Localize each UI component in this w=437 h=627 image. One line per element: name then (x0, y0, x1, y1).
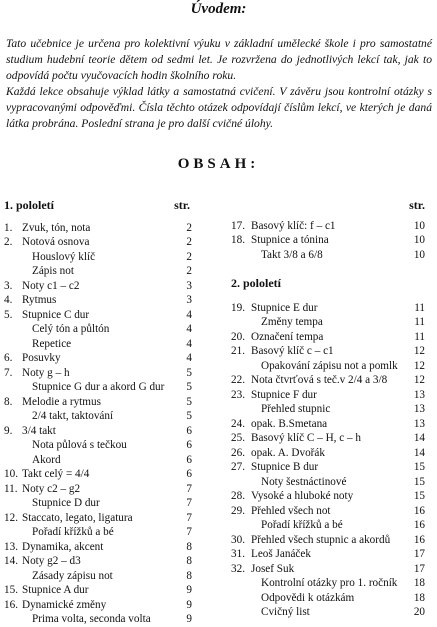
entry-title: Stupnice C dur (22, 308, 90, 321)
entry-title: Posuvky (22, 352, 61, 364)
entry-title: Notová osnova (22, 236, 90, 248)
entry-number: 24. (231, 417, 245, 430)
entry-page: 8 (186, 555, 192, 567)
entry-page: 12 (413, 345, 425, 357)
contents-entry (231, 373, 425, 388)
entry-number: 27. (231, 461, 245, 473)
entry-title: 3/4 takt (22, 424, 56, 437)
contents-entry (231, 219, 425, 234)
entry-page: 3 (186, 279, 192, 292)
entry-title: Basový klíč: f – c1 (251, 219, 336, 232)
entry-page: 8 (186, 540, 192, 553)
contents-entry (231, 233, 425, 248)
entry-page: 5 (186, 366, 192, 379)
entry-number: 25. (231, 432, 245, 444)
contents-entry (231, 460, 425, 475)
contents-entry (4, 554, 192, 569)
contents-entry (231, 591, 425, 606)
contents-left-column (4, 198, 192, 627)
entry-page: 5 (186, 410, 192, 422)
contents-heading: OBSAH: (177, 156, 260, 172)
entry-title: Noty c1 – c2 (22, 279, 80, 292)
entry-page: 15 (413, 461, 425, 473)
contents-entry (4, 351, 192, 366)
contents-list (231, 301, 425, 620)
entry-page: 7 (186, 497, 192, 509)
entry-title: Takt celý = 4/4 (22, 468, 90, 480)
entry-title: Dynamika, akcent (22, 540, 104, 553)
entry-number: 8. (4, 395, 13, 408)
entry-title: Noty šestnáctinové (261, 475, 347, 488)
contents-entry (231, 547, 425, 562)
contents-list (4, 221, 192, 627)
entry-title: Dynamické změny (22, 598, 107, 611)
entry-title: Stupnice G dur a akord G dur (32, 381, 165, 393)
contents-entry (231, 533, 425, 548)
entry-title: Vysoké a hluboké noty (251, 490, 354, 502)
contents-entry (4, 293, 192, 308)
entry-number: 3. (4, 279, 13, 292)
semester-header (4, 198, 192, 213)
contents-entry (4, 612, 192, 627)
entry-page: 4 (186, 308, 192, 321)
entry-number: 16. (4, 598, 18, 611)
entry-title: Zápis not (32, 265, 74, 277)
contents-entry (4, 322, 192, 337)
contents-entry (4, 525, 192, 540)
entry-title: Noty g2 – d3 (22, 555, 81, 567)
contents-entry (231, 489, 425, 504)
entry-page: 2 (186, 221, 192, 234)
page-column-header-row (231, 198, 425, 213)
entry-title: Stupnice B dur (251, 461, 319, 473)
entry-title: Přehled všech not (251, 504, 331, 517)
entry-page: 9 (186, 584, 192, 596)
entry-number: 13. (4, 540, 18, 553)
page-column-header: str. (174, 198, 190, 212)
contents-entry (4, 569, 192, 584)
entry-title: Zvuk, tón, nota (22, 221, 91, 234)
entry-page: 13 (413, 417, 425, 430)
contents-entry (4, 221, 192, 236)
entry-page: 13 (413, 403, 425, 415)
entry-title: Celý tón a půltón (32, 323, 110, 335)
entry-page: 6 (186, 468, 192, 480)
entry-title: Přehled stupnic (261, 403, 331, 415)
entry-number: 1. (4, 221, 13, 234)
entry-title: opak. B.Smetana (251, 417, 328, 430)
entry-title: Takt 3/8 a 6/8 (261, 248, 323, 261)
contents-entry (231, 562, 425, 577)
contents-entry (231, 315, 425, 330)
entry-number: 9. (4, 424, 13, 437)
contents-entry (231, 605, 425, 620)
entry-number: 2. (4, 236, 13, 248)
entry-title: Zásady zápisu not (32, 569, 113, 582)
entry-title: Repetice (32, 337, 72, 350)
contents-entry (4, 583, 192, 598)
entry-number: 20. (231, 330, 245, 343)
entry-page: 2 (186, 265, 192, 277)
entry-title: Leoš Janáček (251, 548, 311, 560)
entry-title: Josef Suk (251, 562, 295, 575)
entry-number: 26. (231, 446, 245, 459)
contents-entry (231, 431, 425, 446)
entry-page: 4 (186, 352, 192, 364)
entry-page: 14 (413, 432, 425, 444)
intro-paragraph: Každá lekce obsahuje výklad látky a samostatná cvičení. V závěru jsou kontrolní otázky s vypracovanými odpověďmi. Čísla těchto otázek odpovídají číslům lekcí, ve kterých je daná látka probrána. Poslední strana je pro další cvičné úlohy. (6, 85, 432, 130)
entry-page: 6 (186, 453, 192, 466)
entry-page: 15 (413, 490, 425, 502)
entry-title: Noty g – h (22, 366, 70, 379)
contents-entry (4, 235, 192, 250)
intro-paragraph: Tato učebnice je určena pro kolektivní výuku v základní umělecké škole i pro samostatné studium hudební teorie dětem od sedmi let. Je rozvržena do jednotlivých lekcí tak, jak to odpovídá počtu vyučovacích hodin školního roku. (6, 37, 432, 82)
contents-entry (4, 511, 192, 526)
contents-list (231, 219, 425, 263)
entry-page: 11 (414, 301, 425, 314)
semester-title: 2. pololetí (231, 276, 281, 290)
entry-number: 14. (4, 555, 18, 567)
entry-title: Pořadí křížků a bé (261, 519, 343, 531)
contents-entry (4, 366, 192, 381)
entry-title: Rytmus (22, 294, 57, 306)
contents-entry (4, 250, 192, 265)
entry-title: Stupnice D dur (32, 497, 100, 509)
entry-title: Melodie a rytmus (22, 395, 101, 408)
entry-number: 19. (231, 301, 245, 314)
entry-number: 28. (231, 490, 245, 502)
entry-page: 10 (413, 248, 425, 261)
entry-title: Stupnice F dur (251, 388, 317, 401)
entry-page: 12 (413, 359, 425, 372)
entry-title: Akord (32, 453, 61, 466)
semester-title: 1. pololetí (4, 198, 54, 212)
contents-entry (231, 344, 425, 359)
entry-page: 14 (413, 446, 425, 459)
entry-number: 7. (4, 366, 13, 379)
entry-number: 10. (4, 468, 18, 480)
entry-title: Cvičný list (261, 606, 310, 618)
entry-number: 11. (4, 482, 18, 495)
entry-title: Stupnice A dur (22, 584, 89, 596)
contents-entry (231, 330, 425, 345)
entry-title: Basový klíč C – H, c – h (251, 432, 362, 444)
entry-title: Houslový klíč (32, 250, 96, 263)
entry-title: Noty c2 – g2 (22, 482, 81, 495)
contents-entry (4, 337, 192, 352)
entry-number: 22. (231, 374, 245, 386)
contents-entry (231, 576, 425, 591)
entry-title: Nota čtvrťová s teč.v 2/4 a 3/8 (251, 374, 388, 386)
contents-entry (4, 409, 192, 424)
entry-page: 18 (413, 577, 425, 589)
entry-page: 5 (186, 381, 192, 393)
entry-page: 2 (186, 250, 192, 263)
entry-number: 12. (4, 511, 18, 524)
entry-number: 29. (231, 504, 245, 517)
contents-entry (4, 438, 192, 453)
entry-page: 16 (413, 519, 425, 531)
entry-number: 31. (231, 548, 245, 560)
contents-entry (231, 301, 425, 316)
entry-title: Staccato, legato, ligatura (22, 511, 133, 524)
entry-page: 5 (186, 395, 192, 408)
entry-page: 17 (413, 562, 425, 575)
contents-entry (4, 279, 192, 294)
entry-page: 10 (413, 219, 425, 232)
contents-entry (231, 402, 425, 417)
contents-entry (4, 308, 192, 323)
entry-page: 9 (186, 598, 192, 611)
contents-entry (4, 395, 192, 410)
entry-page: 11 (414, 330, 425, 343)
contents-entry (4, 496, 192, 511)
entry-title: Stupnice E dur (251, 301, 318, 314)
entry-page: 4 (186, 337, 192, 350)
contents-entry (231, 475, 425, 490)
contents-entry (4, 540, 192, 555)
entry-page: 6 (186, 439, 192, 451)
entry-number: 32. (231, 562, 245, 575)
entry-page: 17 (413, 548, 425, 560)
contents-entry (231, 359, 425, 374)
entry-page: 16 (413, 504, 425, 517)
entry-title: Stupnice a tónina (251, 234, 329, 246)
entry-title: Kontrolní otázky pro 1. ročník (261, 577, 398, 589)
contents-entry (4, 482, 192, 497)
entry-number: 18. (231, 234, 245, 246)
entry-page: 6 (186, 424, 192, 437)
entry-number: 6. (4, 352, 13, 364)
entry-page: 7 (186, 526, 192, 538)
entry-number: 21. (231, 345, 245, 357)
contents-entry (4, 453, 192, 468)
entry-number: 17. (231, 219, 245, 232)
contents-entry (4, 380, 192, 395)
entry-page: 16 (413, 533, 425, 546)
entry-page: 8 (186, 569, 192, 582)
entry-title: Basový klíč c – c1 (251, 345, 334, 357)
contents-entry (4, 467, 192, 482)
contents-entry (4, 264, 192, 279)
entry-title: Odpovědi k otázkám (261, 591, 355, 604)
contents-entry (231, 446, 425, 461)
entry-title: 2/4 takt, taktování (32, 410, 114, 422)
contents-entry (231, 248, 425, 263)
contents-entry (231, 388, 425, 403)
entry-title: Nota půlová s tečkou (32, 439, 127, 451)
entry-page: 15 (413, 475, 425, 488)
entry-title: Pořadí křížků a bé (32, 526, 114, 538)
entry-number: 30. (231, 533, 245, 546)
entry-page: 7 (186, 482, 192, 495)
intro-text (6, 36, 432, 132)
entry-page: 4 (186, 323, 192, 335)
entry-page: 2 (186, 236, 192, 248)
contents-entry (231, 417, 425, 432)
entry-page: 3 (186, 294, 192, 306)
entry-number: 4. (4, 294, 13, 306)
entry-number: 15. (4, 584, 18, 596)
contents-entry (231, 504, 425, 519)
entry-page: 10 (413, 234, 425, 246)
entry-title: opak. A. Dvořák (251, 446, 325, 459)
semester-header (231, 276, 425, 291)
entry-page: 13 (413, 388, 425, 401)
entry-page: 20 (413, 606, 425, 618)
entry-number: 5. (4, 308, 13, 321)
entry-page: 18 (413, 591, 425, 604)
entry-page: 12 (413, 374, 425, 386)
entry-page: 11 (414, 316, 425, 328)
page-column-header: str. (409, 198, 425, 212)
page-title: Úvodem: (190, 1, 247, 17)
entry-title: Opakování zápisu not a pomlk (261, 359, 398, 372)
entry-page: 9 (186, 613, 192, 625)
contents-right-column (231, 198, 425, 620)
entry-title: Označení tempa (251, 330, 324, 343)
contents-entry (231, 518, 425, 533)
entry-page: 7 (186, 511, 192, 524)
entry-title: Prima volta, seconda volta (32, 613, 151, 625)
entry-title: Změny tempa (261, 316, 323, 328)
contents-entry (4, 424, 192, 439)
entry-number: 23. (231, 388, 245, 401)
entry-title: Přehled všech stupnic a akordů (251, 533, 391, 546)
